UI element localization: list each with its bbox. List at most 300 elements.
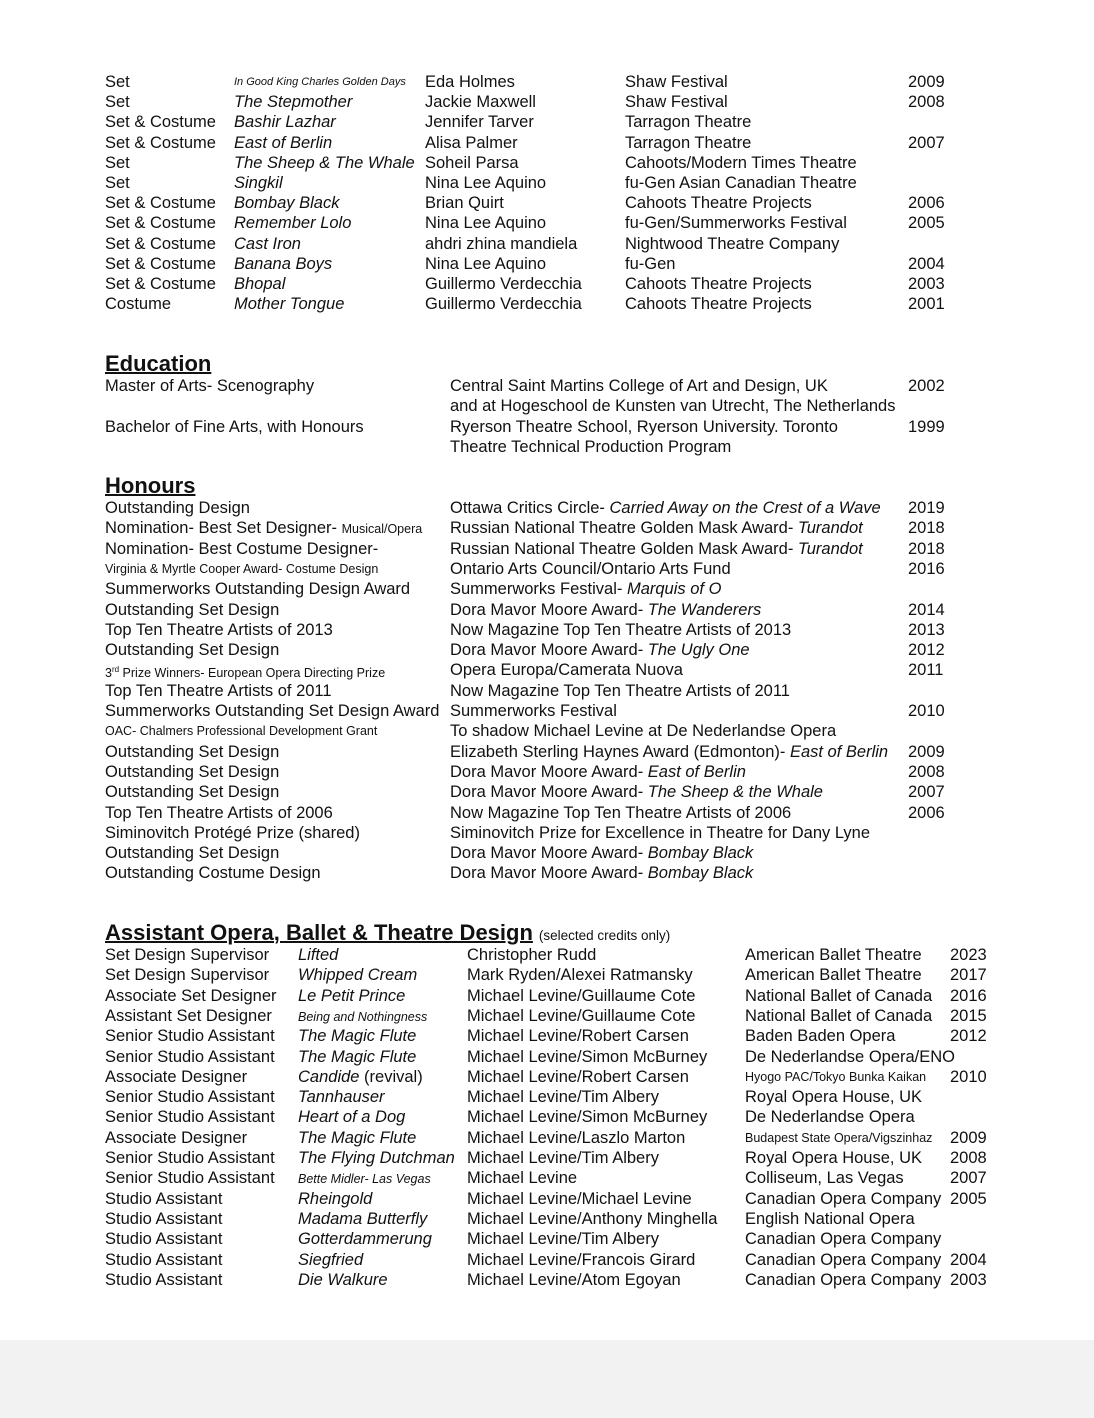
production-title <box>298 1128 416 1148</box>
production-title: Bombay Black <box>234 194 340 213</box>
table-row <box>0 193 1094 213</box>
credit-role: Set <box>105 93 130 112</box>
credit-role: Set <box>105 153 130 172</box>
award-organization: Now Magazine Top Ten Theatre Artists of 2013 <box>450 620 792 639</box>
award-organization: Dora Mavor Moore Award- <box>450 641 648 660</box>
company: Cahoots Theatre Projects <box>625 295 812 314</box>
credit-role: Set <box>105 73 130 91</box>
table-row <box>0 254 1094 274</box>
table-row <box>0 579 1094 599</box>
director: Brian Quirt <box>425 194 504 213</box>
company: Colliseum, Las Vegas <box>745 1169 904 1188</box>
year: 2007 <box>908 133 945 152</box>
table-row <box>0 559 1094 579</box>
collaborator: Michael Levine/Michael Levine <box>467 1189 692 1208</box>
institution: Central Saint Martins College of Art and Design, UK <box>450 377 828 395</box>
director: Guillermo Verdecchia <box>425 295 582 314</box>
year: 2015 <box>950 1006 987 1025</box>
year: 2002 <box>908 377 945 395</box>
award-name: Nomination- Best Costume Designer- <box>105 539 379 558</box>
production-title <box>298 965 417 985</box>
production-title <box>298 1209 427 1229</box>
production-title-text: Lifted <box>298 946 339 964</box>
award-organization: Ottawa Critics Circle- <box>450 499 610 517</box>
award-organization: Dora Mavor Moore Award- <box>450 864 648 883</box>
table-row <box>0 1250 1094 1270</box>
year: 2008 <box>908 93 945 112</box>
award <box>105 640 279 660</box>
table-row <box>0 1209 1094 1229</box>
year: 2001 <box>908 295 945 314</box>
production-title-text: Gotterdammerung <box>298 1230 432 1249</box>
production-title-text: Candide <box>298 1067 360 1086</box>
year: 2005 <box>950 1189 987 1208</box>
award-organization: Now Magazine Top Ten Theatre Artists of 2011 <box>450 681 790 700</box>
table-row <box>0 863 1094 883</box>
award-organization: Siminovitch Prize for Excellence in Theatre for Dany Lyne <box>450 823 871 842</box>
credit-role: Senior Studio Assistant <box>105 1088 275 1107</box>
award-name: Outstanding Set Design <box>105 844 280 863</box>
award-source <box>450 620 791 640</box>
production-title-text: Bette Midler- Las Vegas <box>298 1172 431 1187</box>
production-title-text: The Flying Dutchman <box>298 1149 455 1167</box>
table-row <box>0 721 1094 741</box>
award-source <box>450 701 617 721</box>
production-title <box>298 1047 416 1067</box>
director: Eda Holmes <box>425 73 515 91</box>
production-title <box>298 986 405 1006</box>
award-work-title: East of Berlin <box>789 742 889 761</box>
company: fu-Gen Asian Canadian Theatre <box>625 174 857 192</box>
award <box>105 803 333 823</box>
table-row <box>0 213 1094 233</box>
institution: Ryerson Theatre School, Ryerson University. Toronto <box>450 417 838 436</box>
award-source <box>450 539 863 559</box>
collaborator: Christopher Rudd <box>467 946 597 964</box>
award <box>105 721 377 741</box>
award <box>105 600 279 620</box>
award-ordinal-suffix: rd <box>111 665 120 675</box>
table-row <box>0 600 1094 620</box>
award-organization: Now Magazine Top Ten Theatre Artists of 2006 <box>450 803 792 822</box>
production-title-text: Being and Nothingness <box>298 1009 428 1024</box>
credit-role: Associate Designer <box>105 1067 248 1086</box>
award-source <box>450 681 790 701</box>
director: Alisa Palmer <box>425 133 518 152</box>
table-row <box>0 1189 1094 1209</box>
production-title <box>298 1148 455 1168</box>
table-row <box>0 742 1094 762</box>
company: Baden Baden Opera <box>745 1027 896 1046</box>
production-title-text: Rheingold <box>298 1189 373 1208</box>
award-name: Summerworks Outstanding Set Design Award <box>105 702 440 720</box>
company: Cahoots Theatre Projects <box>625 275 812 293</box>
award-name: Outstanding Design <box>105 499 250 517</box>
award <box>105 843 279 863</box>
director: Guillermo Verdecchia <box>425 275 582 293</box>
year: 2007 <box>908 783 945 802</box>
credit-role: Senior Studio Assistant <box>105 1149 275 1167</box>
award-name: Outstanding Set Design <box>105 641 280 660</box>
award-work-title: The Sheep & the Whale <box>647 783 823 802</box>
table-row <box>0 417 1094 437</box>
award-source <box>450 559 731 579</box>
collaborator: Michael Levine/Simon McBurney <box>467 1047 708 1066</box>
award-organization: Dora Mavor Moore Award- <box>450 783 648 802</box>
year: 2008 <box>908 762 945 781</box>
award <box>105 498 250 518</box>
institution: Theatre Technical Production Program <box>450 437 732 456</box>
company: Canadian Opera Company <box>745 1230 942 1249</box>
company: Cahoots/Modern Times Theatre <box>625 153 857 172</box>
production-title <box>298 1189 372 1209</box>
year: 2004 <box>908 254 945 273</box>
production-title-text: The Magic Flute <box>298 1128 417 1147</box>
year: 2009 <box>908 742 945 761</box>
degree: Master of Arts- Scenography <box>105 377 315 395</box>
table-row <box>0 762 1094 782</box>
institution: and at Hogeschool de Kunsten van Utrecht, The Netherlands <box>450 397 896 416</box>
production-title: Banana Boys <box>234 254 333 273</box>
credit-role: Senior Studio Assistant <box>105 1169 275 1188</box>
production-title <box>298 1270 388 1290</box>
production-title <box>298 1250 363 1270</box>
director: Nina Lee Aquino <box>425 214 547 233</box>
credit-role: Associate Set Designer <box>105 986 277 1005</box>
award-category: Musical/Opera <box>341 522 423 537</box>
table-row <box>0 1148 1094 1168</box>
award <box>105 539 378 559</box>
award-source <box>450 803 791 823</box>
table-row <box>0 660 1094 680</box>
table-row <box>0 843 1094 863</box>
year: 2011 <box>908 661 944 680</box>
year: 2010 <box>950 1067 987 1086</box>
credit-role: Costume <box>105 295 172 314</box>
award <box>105 681 332 701</box>
company: English National Opera <box>745 1209 915 1228</box>
year: 2017 <box>950 966 987 985</box>
company: Shaw Festival <box>625 93 728 112</box>
production-title-text: Le Petit Prince <box>298 986 406 1005</box>
company: Nightwood Theatre Company <box>625 234 840 253</box>
company: fu-Gen <box>625 254 676 273</box>
year: 2012 <box>950 1027 987 1046</box>
year: 2019 <box>908 499 945 517</box>
table-row <box>0 437 1094 457</box>
company: Canadian Opera Company <box>745 1250 942 1269</box>
table-row <box>0 396 1094 416</box>
year: 2018 <box>908 539 945 558</box>
table-row <box>0 1087 1094 1107</box>
award-name: 3 <box>105 666 112 681</box>
award-source <box>450 600 761 620</box>
award-work-title: Carried Away on the Crest of a Wave <box>609 499 881 517</box>
company: American Ballet Theatre <box>745 966 922 985</box>
company: fu-Gen/Summerworks Festival <box>625 214 847 233</box>
table-row <box>0 1168 1094 1188</box>
award-name: Siminovitch Protégé Prize (shared) <box>105 823 360 842</box>
year: 2008 <box>950 1149 987 1167</box>
award-work-title: East of Berlin <box>647 762 746 781</box>
director: Jackie Maxwell <box>425 93 536 112</box>
year: 2016 <box>950 986 987 1005</box>
production-title-note: (revival) <box>359 1067 423 1086</box>
award-source <box>450 579 721 599</box>
year: 2003 <box>908 275 945 293</box>
year: 2013 <box>908 620 945 639</box>
credit-role: Set & Costume <box>105 194 216 213</box>
honours-heading: Honours <box>105 473 196 498</box>
table-row <box>0 965 1094 985</box>
production-title-text: Siegfried <box>298 1250 364 1269</box>
production-title: Bashir Lazhar <box>234 113 336 132</box>
table-row <box>0 518 1094 538</box>
award-name: Outstanding Set Design <box>105 742 280 761</box>
award-name: Virginia & Myrtle Cooper Award- Costume Design <box>105 561 379 576</box>
director: ahdri zhina mandiela <box>425 234 578 253</box>
director: Nina Lee Aquino <box>425 254 547 273</box>
production-title-text: Heart of a Dog <box>298 1108 406 1127</box>
assistant-heading-note: (selected credits only) <box>538 928 671 943</box>
production-title <box>298 1026 416 1046</box>
table-row <box>0 1006 1094 1026</box>
award-name: Top Ten Theatre Artists of 2011 <box>105 681 332 700</box>
table-row <box>0 72 1094 92</box>
collaborator: Michael Levine/Laszlo Marton <box>467 1128 686 1147</box>
award-name: Outstanding Costume Design <box>105 864 321 883</box>
credit-role: Set & Costume <box>105 113 216 132</box>
award-name: Nomination- Best Set Designer- <box>105 519 342 538</box>
award-source <box>450 823 870 843</box>
director: Soheil Parsa <box>425 153 519 172</box>
production-title <box>298 1107 405 1127</box>
award-source <box>450 863 753 883</box>
collaborator: Mark Ryden/Alexei Ratmansky <box>467 966 693 985</box>
production-title <box>298 1229 432 1249</box>
credit-role: Set & Costume <box>105 234 216 253</box>
award-organization: Dora Mavor Moore Award- <box>450 762 648 781</box>
award-organization: Dora Mavor Moore Award- <box>450 844 648 863</box>
table-row <box>0 1270 1094 1290</box>
table-row <box>0 1107 1094 1127</box>
award <box>105 701 439 721</box>
table-row <box>0 823 1094 843</box>
production-title: The Sheep & The Whale <box>234 153 415 172</box>
year: 2007 <box>950 1169 987 1188</box>
company: Shaw Festival <box>625 73 728 91</box>
award <box>105 620 333 640</box>
award-source <box>450 762 746 782</box>
award-organization: To shadow Michael Levine at De Nederlandse Opera <box>450 722 837 741</box>
award-source <box>450 640 750 660</box>
company: De Nederlandse Opera/ENO <box>745 1047 956 1066</box>
award-name-rest: Prize Winners- European Opera Directing Prize <box>119 666 386 681</box>
credit-role: Set & Costume <box>105 133 216 152</box>
award-name: OAC- Chalmers Professional Development Grant <box>105 724 378 739</box>
company: De Nederlandse Opera <box>745 1108 915 1127</box>
production-title-text: The Magic Flute <box>298 1027 417 1046</box>
company: National Ballet of Canada <box>745 986 933 1005</box>
credit-role: Studio Assistant <box>105 1250 223 1269</box>
award <box>105 863 321 883</box>
collaborator: Michael Levine/Atom Egoyan <box>467 1270 681 1289</box>
table-row <box>0 1026 1094 1046</box>
year: 2016 <box>908 559 945 578</box>
table-row <box>0 620 1094 640</box>
award-organization: Elizabeth Sterling Haynes Award (Edmonton)- <box>450 742 790 761</box>
table-row <box>0 112 1094 132</box>
production-title <box>298 945 338 965</box>
award-source <box>450 782 823 802</box>
company: National Ballet of Canada <box>745 1006 933 1025</box>
credit-role: Associate Designer <box>105 1128 248 1147</box>
award-name: Top Ten Theatre Artists of 2013 <box>105 620 333 639</box>
award-name: Summerworks Outstanding Design Award <box>105 580 411 599</box>
award <box>105 559 378 579</box>
award-work-title: Turandot <box>797 519 863 538</box>
table-row <box>0 1067 1094 1087</box>
credit-role: Studio Assistant <box>105 1189 223 1208</box>
award-name: Outstanding Set Design <box>105 600 280 619</box>
table-row <box>0 1128 1094 1148</box>
award-organization: Summerworks Festival- <box>450 580 627 599</box>
production-title-text: Whipped Cream <box>298 966 418 985</box>
credit-role: Set & Costume <box>105 275 216 293</box>
page-bottom-margin <box>0 1340 1094 1418</box>
credit-role: Set Design Supervisor <box>105 946 270 964</box>
production-title: In Good King Charles Golden Days <box>234 76 406 88</box>
company: Canadian Opera Company <box>745 1270 942 1289</box>
credit-role: Set & Costume <box>105 254 216 273</box>
award <box>105 742 279 762</box>
director: Nina Lee Aquino <box>425 174 547 192</box>
table-row <box>0 1229 1094 1249</box>
award-work-title: Marquis of O <box>626 580 722 599</box>
production-title <box>298 1067 423 1087</box>
year: 2009 <box>950 1128 987 1147</box>
production-title <box>298 1087 385 1107</box>
production-title: Bhopal <box>234 275 286 293</box>
year: 2009 <box>908 73 945 91</box>
production-title-text: Die Walkure <box>298 1270 388 1289</box>
table-row <box>0 701 1094 721</box>
award-source <box>450 498 881 518</box>
production-title: Cast Iron <box>234 234 301 253</box>
credit-role: Assistant Set Designer <box>105 1006 272 1025</box>
production-title: The Stepmother <box>234 93 353 112</box>
year: 2005 <box>908 214 945 233</box>
award-source <box>450 518 863 538</box>
company: Tarragon Theatre <box>625 133 752 152</box>
collaborator: Michael Levine/Tim Albery <box>467 1088 659 1107</box>
director: Jennifer Tarver <box>425 113 534 132</box>
year: 2018 <box>908 519 945 538</box>
production-title: Singkil <box>234 174 283 192</box>
year: 2023 <box>950 946 987 964</box>
year: 1999 <box>908 417 945 436</box>
award-organization: Russian National Theatre Golden Mask Award- <box>450 539 798 558</box>
assistant-heading <box>105 920 670 946</box>
table-row <box>0 92 1094 112</box>
company: American Ballet Theatre <box>745 946 922 964</box>
table-row <box>0 173 1094 193</box>
table-row <box>0 153 1094 173</box>
credit-role: Senior Studio Assistant <box>105 1047 275 1066</box>
award-source <box>450 721 836 741</box>
collaborator: Michael Levine/Robert Carsen <box>467 1067 689 1086</box>
table-row <box>0 539 1094 559</box>
table-row <box>0 782 1094 802</box>
credit-role: Senior Studio Assistant <box>105 1027 275 1046</box>
award-name: Outstanding Set Design <box>105 762 280 781</box>
credit-role: Studio Assistant <box>105 1270 223 1289</box>
production-title: Mother Tongue <box>234 295 345 314</box>
degree: Bachelor of Fine Arts, with Honours <box>105 417 364 436</box>
year: 2004 <box>950 1250 987 1269</box>
award-organization: Summerworks Festival <box>450 702 617 720</box>
award-source <box>450 742 888 762</box>
collaborator: Michael Levine/Guillaume Cote <box>467 1006 696 1025</box>
production-title-text: Madama Butterfly <box>298 1209 428 1228</box>
table-row <box>0 234 1094 254</box>
company: Royal Opera House, UK <box>745 1149 922 1167</box>
production-title: East of Berlin <box>234 133 333 152</box>
company: Canadian Opera Company <box>745 1189 942 1208</box>
table-row <box>0 274 1094 294</box>
company: Royal Opera House, UK <box>745 1088 922 1107</box>
award-name: Outstanding Set Design <box>105 783 280 802</box>
table-row <box>0 133 1094 153</box>
collaborator: Michael Levine/Tim Albery <box>467 1149 659 1167</box>
assistant-heading-title: Assistant Opera, Ballet & Theatre Design <box>105 920 533 945</box>
collaborator: Michael Levine/Anthony Minghella <box>467 1209 718 1228</box>
collaborator: Michael Levine/Francois Girard <box>467 1250 696 1269</box>
award <box>105 782 279 802</box>
collaborator: Michael Levine/Tim Albery <box>467 1230 659 1249</box>
collaborator: Michael Levine/Guillaume Cote <box>467 986 696 1005</box>
award-organization: Opera Europa/Camerata Nuova <box>450 661 683 680</box>
production-title <box>298 1006 427 1027</box>
credit-role: Set <box>105 174 130 192</box>
credit-role: Set Design Supervisor <box>105 966 270 985</box>
award-work-title: Turandot <box>797 539 863 558</box>
credit-role: Studio Assistant <box>105 1209 223 1228</box>
production-title <box>298 1168 431 1189</box>
award <box>105 579 410 599</box>
year: 2012 <box>908 641 945 660</box>
table-row <box>0 681 1094 701</box>
award-source <box>450 660 683 680</box>
table-row <box>0 376 1094 396</box>
company: Budapest State Opera/Vigszinhaz <box>745 1130 933 1145</box>
credit-role: Senior Studio Assistant <box>105 1108 275 1127</box>
collaborator: Michael Levine/Robert Carsen <box>467 1027 689 1046</box>
award-source <box>450 843 753 863</box>
year: 2003 <box>950 1270 987 1289</box>
award-organization: Russian National Theatre Golden Mask Award- <box>450 519 798 538</box>
education-heading: Education <box>105 351 212 376</box>
award-work-title: Bombay Black <box>647 864 754 883</box>
production-title: Remember Lolo <box>234 214 352 233</box>
production-title-text: Tannhauser <box>298 1088 385 1107</box>
collaborator: Michael Levine <box>467 1169 578 1188</box>
award <box>105 823 360 843</box>
year: 2014 <box>908 600 945 619</box>
table-row <box>0 294 1094 314</box>
year: 2010 <box>908 702 945 720</box>
award-work-title: Bombay Black <box>647 844 754 863</box>
